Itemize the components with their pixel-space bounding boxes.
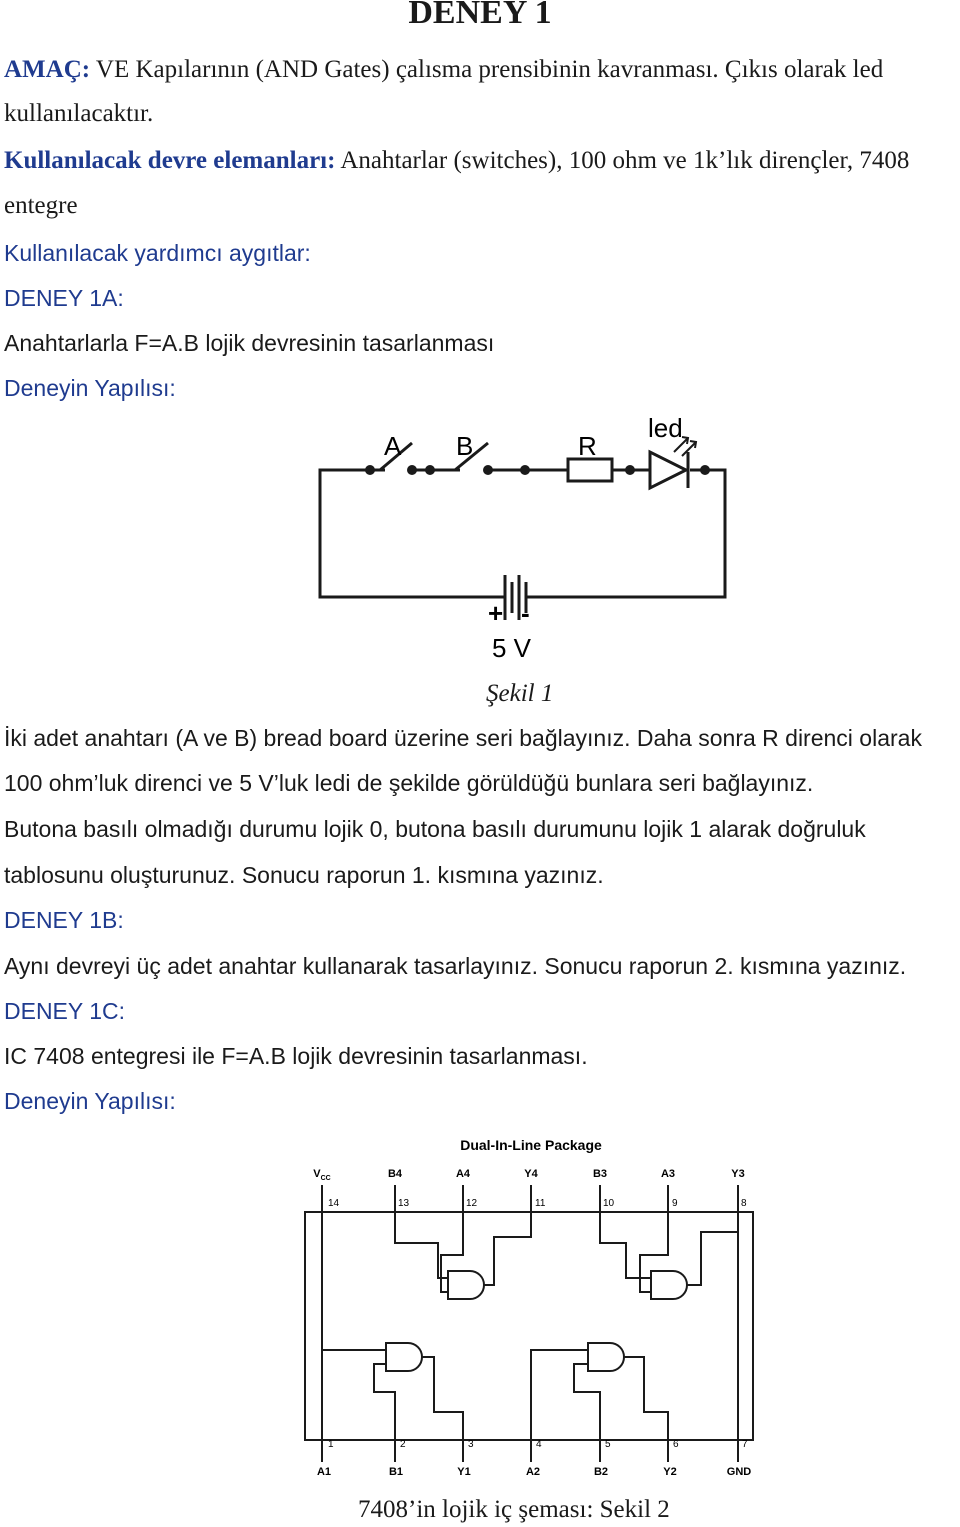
- pin-3-name: Y1: [457, 1466, 471, 1478]
- pin-5-number: 5: [605, 1439, 611, 1450]
- pin-6-number: 6: [673, 1439, 679, 1450]
- pin-11-name: Y4: [524, 1168, 538, 1180]
- pin-12-number: 12: [466, 1198, 478, 1209]
- amac-text-1: VE Kapılarının (AND Gates) çalısma prensibinin kavranması. Çıkıs olarak led: [95, 56, 884, 83]
- deney-1b-heading: DENEY 1B:: [4, 907, 124, 933]
- aygitlar-label: Kullanılacak yardımcı aygıtlar:: [4, 240, 311, 266]
- switch-b-label: B: [456, 431, 474, 461]
- pin-4-name: A2: [525, 1466, 541, 1478]
- elemanlar-text-1: Anahtarlar (switches), 100 ohm ve 1k’lık dirençler, 7408: [340, 147, 910, 174]
- deney-1c-text: IC 7408 entegresi ile F=A.B lojik devresinin tasarlanması.: [4, 1043, 588, 1069]
- elemanlar-text-2: entegre: [4, 192, 78, 219]
- pin-10-name: B3: [592, 1168, 608, 1180]
- pin-2-name: B1: [388, 1466, 404, 1478]
- voltage-label: 5 V: [492, 633, 532, 663]
- pin-5-name: B2: [593, 1466, 609, 1478]
- pin-7-name: GND: [726, 1466, 752, 1478]
- amac-text-2: kullanılacaktır.: [4, 100, 154, 127]
- pin-4-number: 4: [536, 1439, 542, 1450]
- pin-11-number: 11: [535, 1198, 546, 1209]
- page-title: DENEY 1: [408, 0, 552, 31]
- and-gate-3: [651, 1271, 687, 1299]
- deney-1b-text: Aynı devreyi üç adet anahtar kullanarak tasarlayınız. Sonucu raporun 2. kısmına yazınız.: [4, 953, 907, 979]
- minus-label: -: [521, 598, 530, 628]
- pin-12-name: A4: [455, 1168, 471, 1180]
- deney-1a-yapilis: Deneyin Yapılısı:: [4, 375, 176, 401]
- paragraph-1-line-4: tablosunu oluşturunuz. Sonucu raporun 1. kısmına yazınız.: [4, 862, 604, 888]
- and-gate-4: [448, 1271, 484, 1299]
- pin-9-number: 9: [672, 1198, 678, 1209]
- amac-label: AMAÇ:: [4, 56, 91, 83]
- pin-14-name: $V_{CC}$: [313, 1168, 331, 1182]
- pin-10-number: 10: [603, 1198, 615, 1209]
- deney-1c-heading: DENEY 1C:: [4, 998, 126, 1024]
- package-title: Dual-In-Line Package: [460, 1137, 602, 1153]
- pin-2-number: 2: [400, 1439, 406, 1450]
- paragraph-1-line-3: Butona basılı olmadığı durumu lojik 0, butona basılı durumunu lojik 1 alarak doğruluk: [4, 816, 866, 842]
- and-gate-1: [386, 1343, 422, 1371]
- pin-1-number: 1: [328, 1439, 334, 1450]
- resistor-label: R: [578, 431, 597, 461]
- paragraph-1-line-2: 100 ohm’luk direnci ve 5 V’luk ledi de şekilde görüldüğü bunlara seri bağlayınız.: [4, 770, 814, 796]
- deney-1c-yapilis: Deneyin Yapılısı:: [4, 1088, 176, 1114]
- pin-8-number: 8: [741, 1198, 747, 1209]
- pin-8-name: Y3: [731, 1168, 745, 1180]
- pin-14-number: 14: [328, 1198, 340, 1209]
- pin-7-number: 7: [742, 1439, 748, 1450]
- pin-6-name: Y2: [663, 1466, 677, 1478]
- deney-1a-heading: DENEY 1A:: [4, 285, 124, 311]
- pin-13-number: 13: [398, 1198, 410, 1209]
- switch-a-label: A: [384, 431, 402, 461]
- plus-label: +: [488, 598, 504, 628]
- pin-9-name: A3: [660, 1168, 676, 1180]
- deney-1a-subtitle: Anahtarlarla F=A.B lojik devresinin tasarlanması: [4, 330, 495, 356]
- and-gate-2: [588, 1343, 624, 1371]
- figure-1-caption: Şekil 1: [486, 680, 554, 707]
- pin-1-name: A1: [316, 1466, 332, 1478]
- pin-13-name: B4: [387, 1168, 403, 1180]
- elemanlar-label: Kullanılacak devre elemanları:: [4, 147, 336, 174]
- paragraph-1-line-1: İki adet anahtarı (A ve B) bread board üzerine seri bağlayınız. Daha sonra R direnci olarak: [4, 725, 922, 751]
- led-label: led: [648, 413, 683, 443]
- figure-2-caption: 7408’in lojik iç şeması: Sekil 2: [358, 1496, 670, 1523]
- pin-3-number: 3: [468, 1439, 474, 1450]
